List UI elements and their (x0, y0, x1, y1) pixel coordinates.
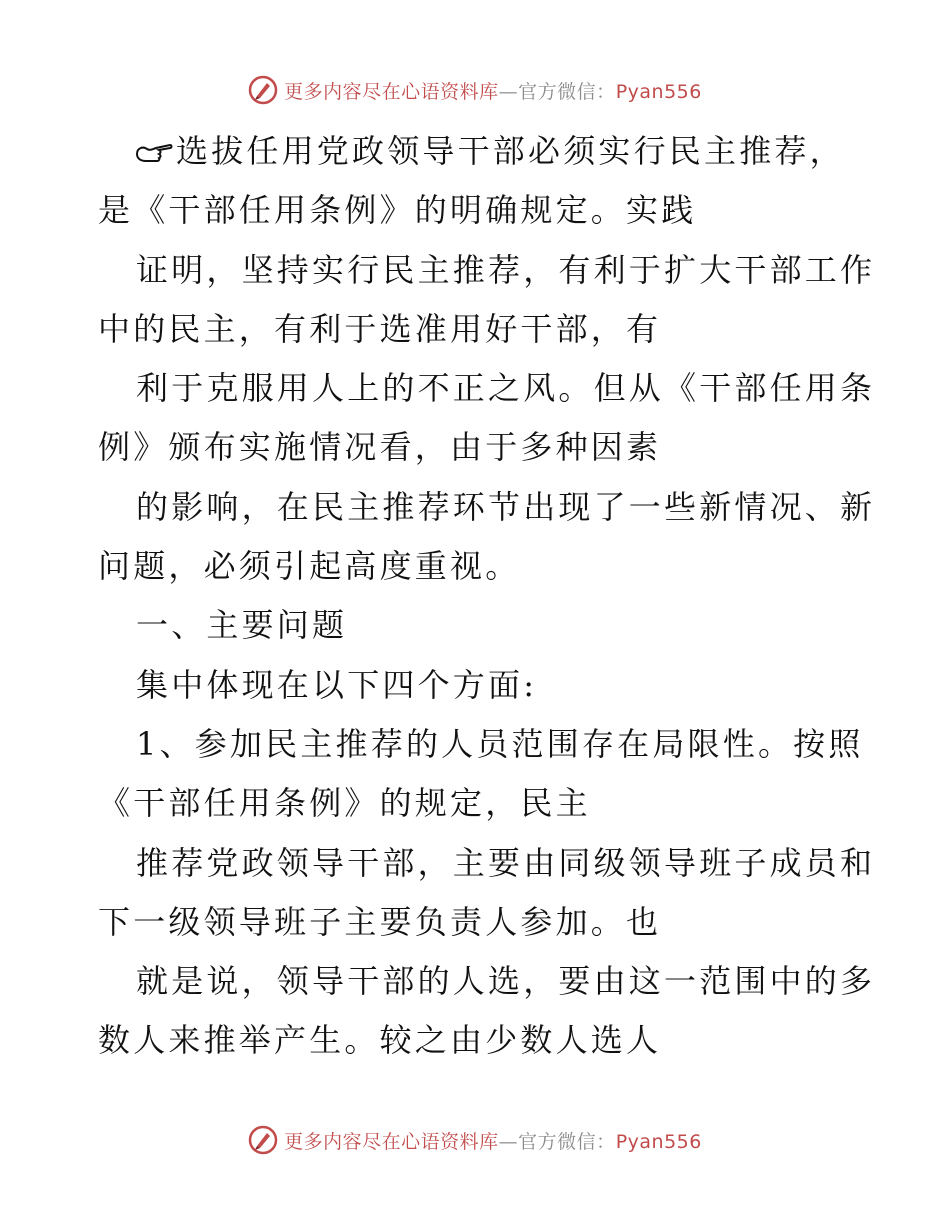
paragraph-line: 集中体现在以下四个方面: (136, 665, 538, 704)
banner-wechat-label: 官方微信： (518, 1130, 616, 1153)
banner-wechat-account: Pyan556 (615, 1130, 702, 1153)
line-text: 选拔任用党政领导干部必须实行民主推荐， (176, 132, 845, 170)
paragraph-line: 利于克服用人上的不正之风。但从《干部任用条 (136, 369, 876, 408)
paragraph-line: 《干部任用条例》的规定，民主 (98, 784, 591, 823)
paragraph-line: 数人来推举产生。较之由少数人选人 (98, 1021, 662, 1060)
paragraph-line: 证明，坚持实行民主推荐，有利于扩大干部工作 (136, 250, 876, 289)
paragraph-line: 就是说，领导干部的人选，要由这一范围中的多 (136, 962, 876, 1001)
header-watermark-banner (0, 70, 950, 110)
pen-logo-icon (248, 75, 278, 105)
paragraph-line: 推荐党政领导干部，主要由同级领导班子成员和 (136, 843, 876, 882)
paragraph-line: 是《干部任用条例》的明确规定。实践 (98, 191, 697, 230)
banner-wechat-account: Pyan556 (615, 80, 702, 103)
paragraph-line: 下一级领导班子主要负责人参加。也 (98, 902, 662, 941)
banner-text (284, 1127, 702, 1154)
paragraph-line (98, 122, 858, 181)
section-heading: 一、主要问题 (136, 606, 348, 645)
paragraph-line: 的影响，在民主推荐环节出现了一些新情况、新 (136, 487, 876, 526)
banner-text (284, 77, 702, 104)
banner-dash: — (498, 1130, 519, 1153)
banner-wechat-label: 官方微信： (518, 80, 616, 103)
paragraph-line: 例》颁布实施情况看，由于多种因素 (98, 428, 662, 467)
pen-logo-icon (248, 1125, 278, 1155)
banner-main-text: 更多内容尽在心语资料库 (284, 80, 499, 103)
banner-main-text: 更多内容尽在心语资料库 (284, 1130, 499, 1153)
paragraph-line: 1、参加民主推荐的人员范围存在局限性。按照 (136, 724, 864, 763)
paragraph-line: 中的民主，有利于选准用好干部，有 (98, 309, 662, 348)
document-body (98, 122, 876, 1071)
paragraph-line: 问题，必须引起高度重视。 (98, 547, 521, 586)
banner-dash: — (498, 80, 519, 103)
pointing-hand-icon (134, 136, 174, 168)
footer-watermark-banner (0, 1120, 950, 1160)
